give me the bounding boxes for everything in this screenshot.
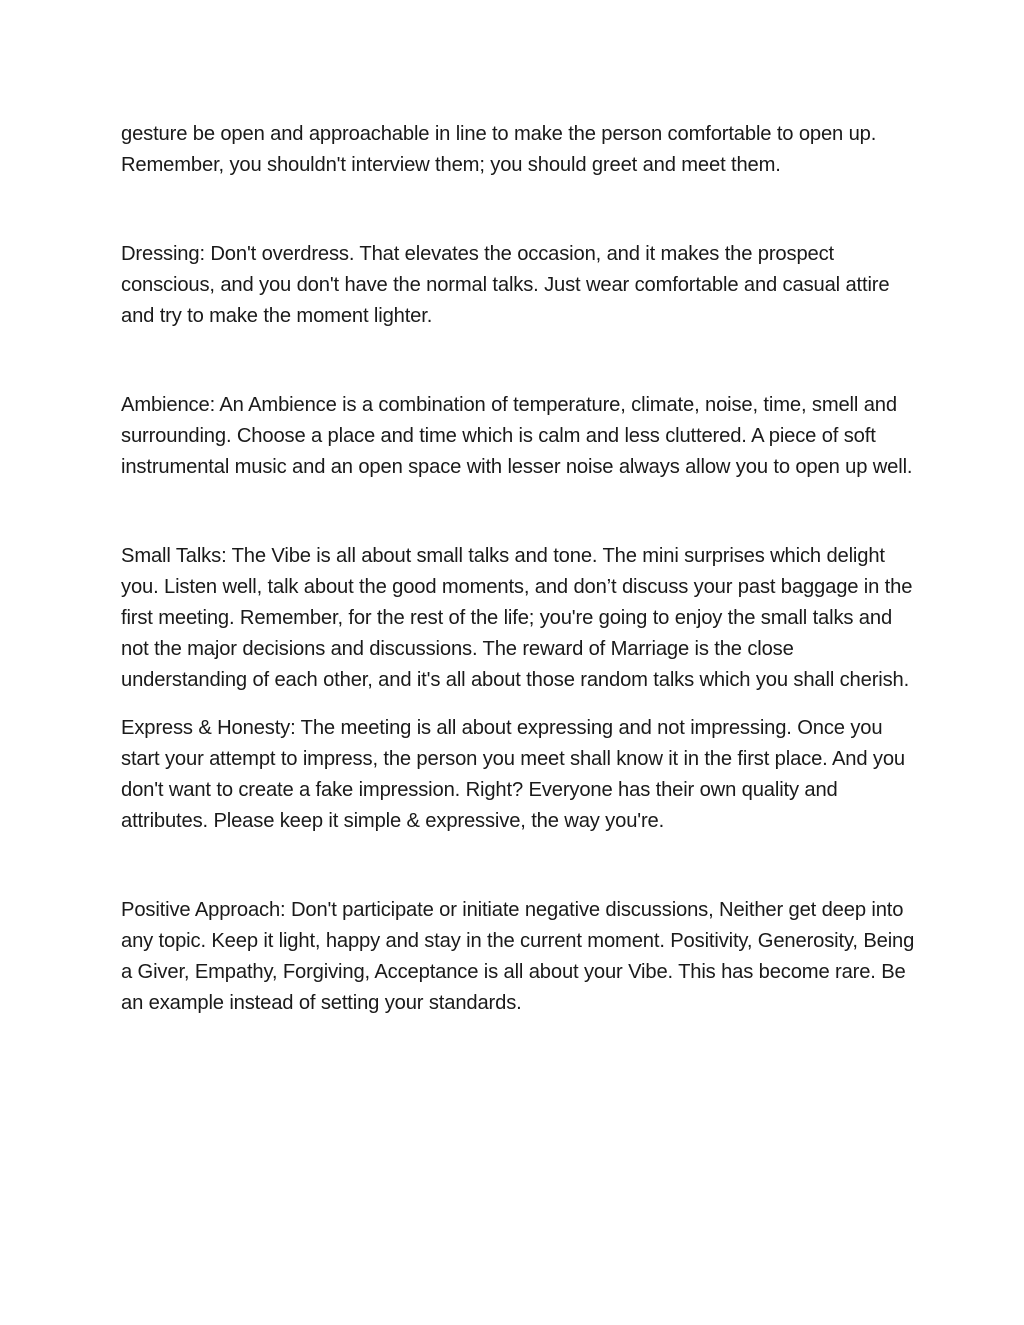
paragraph-intro-continuation: gesture be open and approachable in line to make the person comfortable to open up. Remember, you shouldn't interview them; you should greet and meet them. [121, 123, 877, 176]
paragraph-positive-approach: Positive Approach: Don't participate or initiate negative discussions, Neither get deep into any topic. Keep it light, happy and stay in the current moment. Positivity, Generosity, Being a Giver, Empathy, Forgiving, Acceptance is all about your Vibe. This has become rare. Be an example instead of setting your standards. [121, 899, 915, 1014]
paragraph-dressing: Dressing: Don't overdress. That elevates the occasion, and it makes the prospect conscious, and you don't have the normal talks. Just wear comfortable and casual attire and try to make the moment lighter. [121, 243, 890, 327]
paragraph-express-honesty: Express & Honesty: The meeting is all about expressing and not impressing. Once you start your attempt to impress, the person you meet shall know it in the first place. And you don't want to create a fake impression. Right? Everyone has their own quality and attributes. Please keep it simple & expressive, the way you're. [121, 717, 905, 832]
document-page [121, 119, 921, 1019]
paragraph-ambience: Ambience: An Ambience is a combination of temperature, climate, noise, time, smell and surrounding. Choose a place and time which is calm and less cluttered. A piece of soft instrumental music and an open space with lesser noise always allow you to open up well. [121, 394, 913, 478]
paragraph-small-talks: Small Talks: The Vibe is all about small talks and tone. The mini surprises which delight you. Listen well, talk about the good moments, and don’t discuss your past baggage in the first meeting. Remember, for the rest of the life; you're going to enjoy the small talks and not the major decisions and discussions. The reward of Marriage is the close understanding of each other, and it's all about those random talks which you shall cherish. [121, 545, 913, 691]
